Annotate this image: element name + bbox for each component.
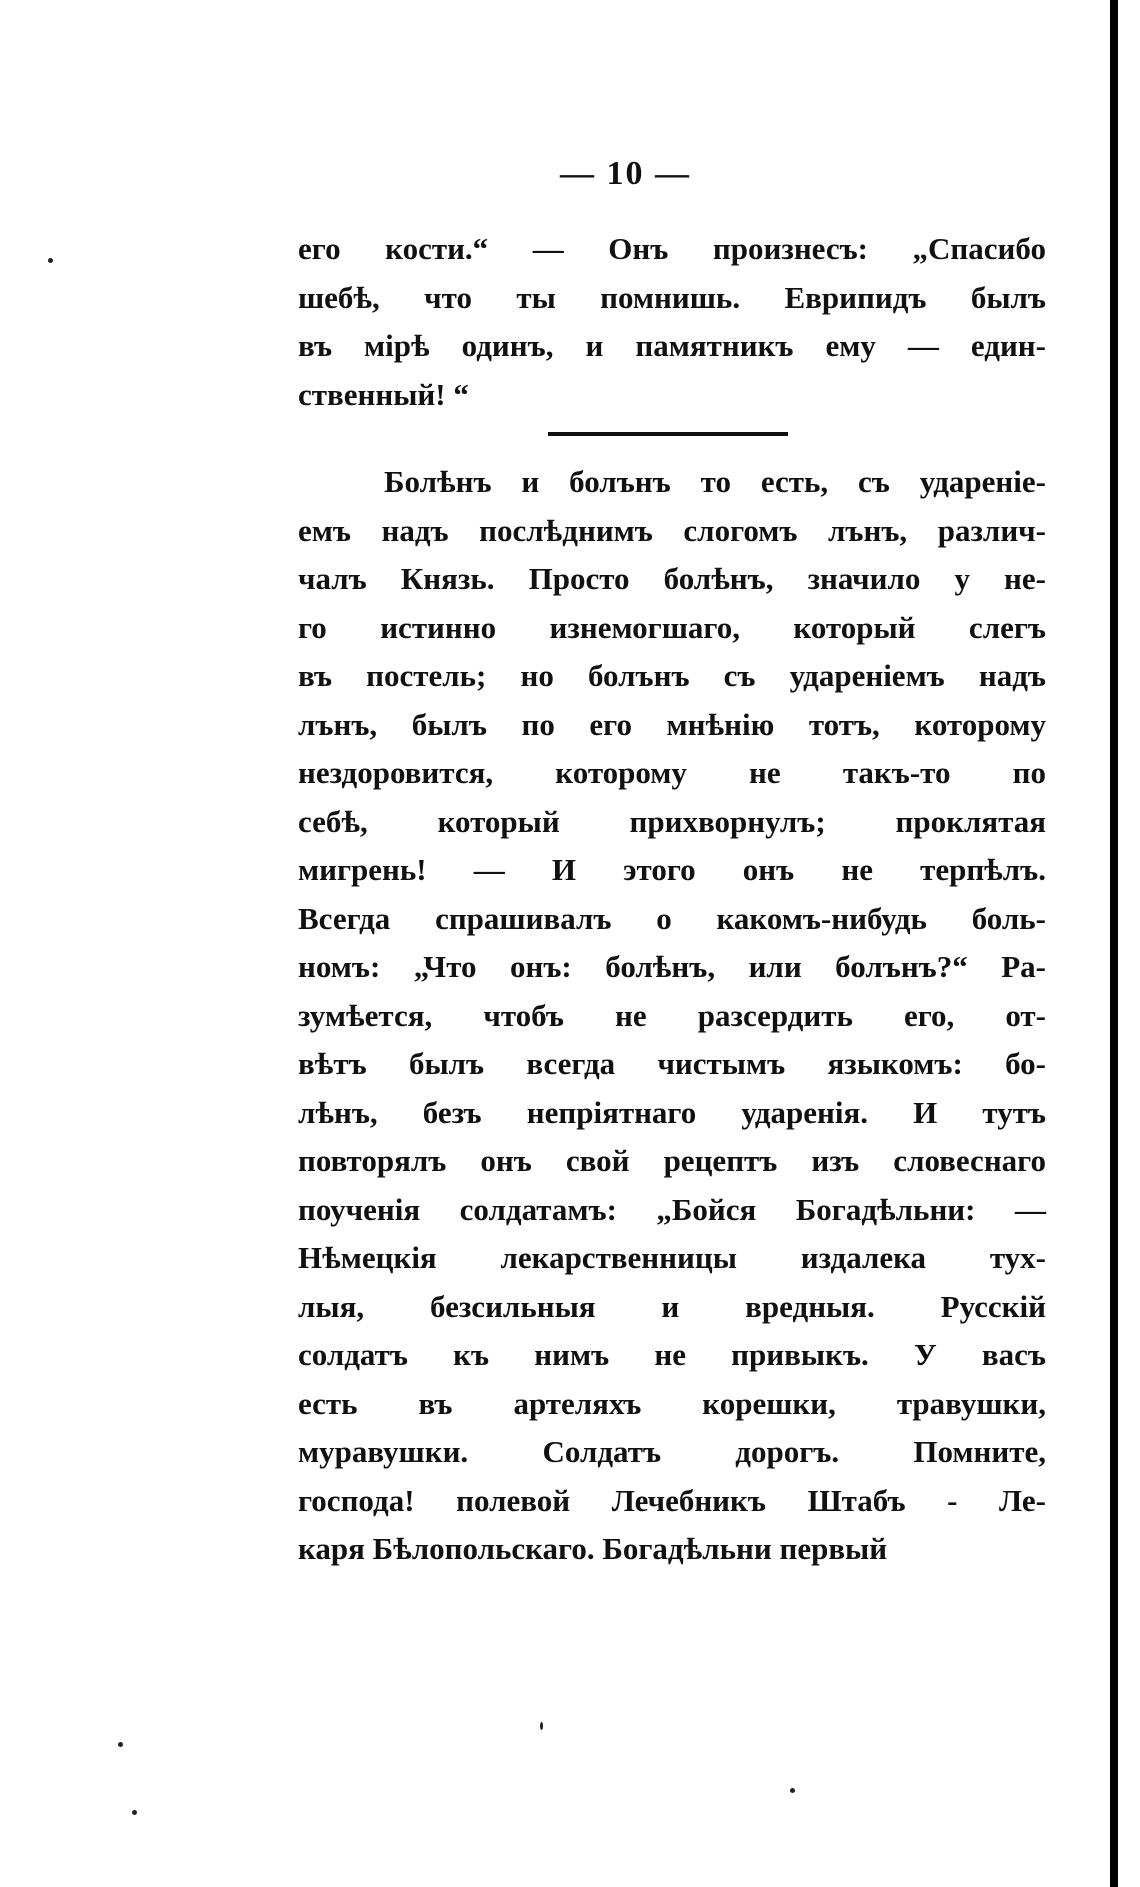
- text-line: номъ: „Что онъ: болѣнъ, или болънъ?“ Ра-: [298, 949, 1046, 984]
- text-line: емъ надъ послѣднимъ слогомъ лънъ, различ-: [298, 512, 1046, 548]
- text-line: Нѣмецкія лекарственницы издалека тух-: [298, 1240, 1046, 1275]
- text-line: въ мірѣ одинъ, и памятникъ ему — един-: [298, 328, 1046, 363]
- text-line: лѣнъ, безъ непріятнаго ударенія. И тутъ: [298, 1094, 1046, 1130]
- text-line: Всегда спрашивалъ о какомъ-нибудь боль-: [298, 900, 1046, 936]
- text-line: муравушки. Солдатъ дорогъ. Помните,: [298, 1434, 1046, 1469]
- text-line: каря Бѣлопольскаго. Богадѣльни первый: [298, 1531, 888, 1566]
- scan-speck: [540, 1722, 543, 1730]
- scan-speck: [790, 1788, 795, 1793]
- text-line: повторялъ онъ свой рецептъ изъ словеснаго: [298, 1143, 1046, 1178]
- scan-speck: [48, 258, 53, 263]
- text-line: въ постель; но болънъ съ удареніемъ надъ: [298, 658, 1046, 693]
- paragraph-2: [298, 458, 1046, 1574]
- text-line: поученія солдатамъ: „Бойся Богадѣльни: —: [298, 1191, 1046, 1227]
- text-line: мигрень! — И этого онъ не терпѣлъ.: [298, 852, 1046, 887]
- text-line: господа! полевой Лечебникъ Штабъ - Ле-: [298, 1482, 1046, 1518]
- text-line: себѣ, который прихворнулъ; проклятая: [298, 803, 1046, 839]
- text-line: чалъ Князь. Просто болѣнъ, значило у не-: [298, 561, 1046, 596]
- text-line: го истинно изнемогшаго, который слегъ: [298, 609, 1046, 645]
- paragraph-1: [298, 225, 1046, 419]
- text-line: есть въ артеляхъ корешки, травушки,: [298, 1385, 1046, 1421]
- text-line: Болѣнъ и болънъ то есть, съ удареніе-: [384, 464, 1046, 499]
- scan-speck: [118, 1742, 123, 1747]
- page-edge-shadow: [1110, 0, 1118, 1887]
- text-line: лънъ, былъ по его мнѣнію тотъ, которому: [298, 706, 1046, 742]
- scan-speck: [132, 1810, 137, 1815]
- text-line: лыя, безсильныя и вредныя. Русскій: [298, 1288, 1046, 1324]
- text-line: нездоровится, которому не такъ-то по: [298, 755, 1046, 790]
- text-line: его кости.“ — Онъ произнесъ: „Спасибо: [298, 231, 1046, 266]
- text-line: солдатъ къ нимъ не привыкъ. У васъ: [298, 1337, 1046, 1372]
- section-divider: [548, 432, 788, 436]
- text-line: зумѣется, чтобъ не разсердить его, от-: [298, 997, 1046, 1033]
- text-line: ственный! “: [298, 376, 469, 412]
- text-line: вѣтъ былъ всегда чистымъ языкомъ: бо-: [298, 1046, 1046, 1081]
- page-number: — 10 —: [560, 155, 691, 192]
- text-line: шебѣ, что ты помнишь. Еврипидъ былъ: [298, 279, 1046, 315]
